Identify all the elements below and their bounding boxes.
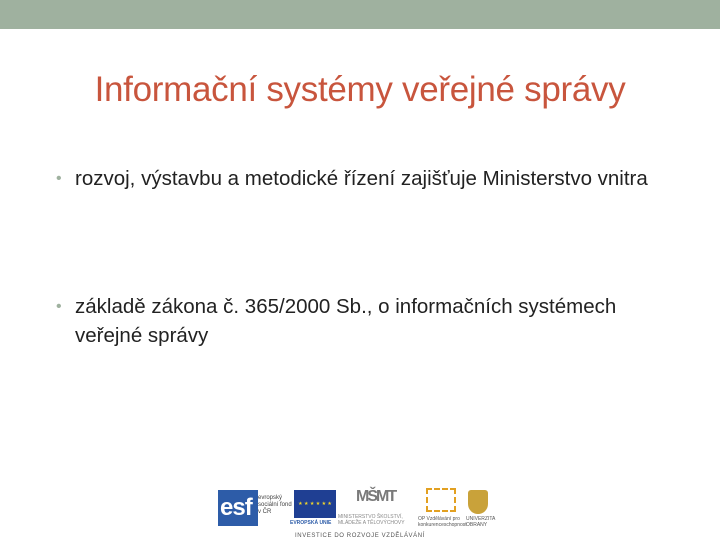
esf-logo-mark: esf [220,494,252,521]
eu-logo-caption: EVROPSKÁ UNIE [290,520,332,526]
university-logo-caption: UNIVERZITA OBRANY [466,516,496,528]
bullet-text: základě zákona č. 365/2000 Sb., o informačních systémech veřejné správy [75,295,617,347]
eu-stars-icon: ★ ★ ★ ★ ★ ★ [298,501,332,507]
msmt-logo-mark: MŠMT [356,488,396,505]
university-shield-icon [468,490,488,514]
bullet-text: rozvoj, výstavbu a metodické řízení zajišťuje Ministerstvo vnitra [75,167,648,190]
footer-tagline: INVESTICE DO ROZVOJE VZDĚLÁVÁNÍ [295,533,425,539]
msmt-logo-caption: MINISTERSTVO ŠKOLSTVÍ, MLÁDEŽE A TĚLOVÝCHOVY [338,514,405,526]
opvk-house-icon [426,488,456,512]
bullet-marker: • [56,298,62,315]
slide-title: Informační systémy veřejné správy [94,70,626,109]
bullet-marker: • [56,170,62,187]
esf-logo-text: evropský sociální fond v ČR [258,495,292,515]
opvk-logo-caption: OP Vzdělávání pro konkurenceschopnost [418,516,467,528]
